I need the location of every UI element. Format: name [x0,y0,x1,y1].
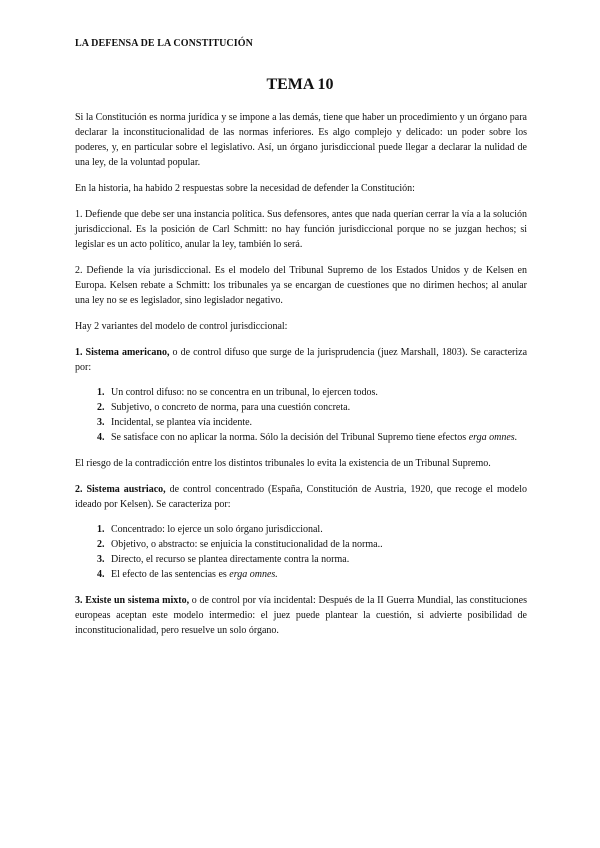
sistema-austriaco-text: de control concentrado (España, Constitución de Austria, 1920, que recoge el modelo ideado por Kelsen). Se caracteriza por: [75,484,527,510]
respuesta-1-paragraph: 1. Defiende que debe ser una instancia política. Sus defensores, antes que nada querían cerrar la vía a la solución jurisdiccional. Es la posición de Carl Schmitt: no hay función jurisdiccional porque no se juzgan hechos; si legislar es un acto político, anular la ley, también lo será. [75,209,527,250]
list-item: 2. Objetivo, o abstracto: se enjuicia la constitucionalidad de la norma.. [107,537,527,552]
document-header: LA DEFENSA DE LA CONSTITUCIÓN [75,38,253,49]
riesgo-paragraph: El riesgo de la contradicción entre los distintos tribunales lo evita la existencia de un Tribunal Supremo. [75,458,491,469]
sistema-mixto-paragraph [75,593,527,638]
americano-list [75,385,527,445]
intro-paragraph: Si la Constitución es norma jurídica y se impone a las demás, tiene que haber un procedimiento y un órgano para declarar la inconstitucionalidad de las normas inferiores. Es algo complejo y delicado: un poder sobre los poderes, y, en particular sobre el legislativo. Así, un órgano jurisdiccional puede llegar a declarar la nulidad de una ley, de la voluntad popular. [75,112,527,168]
erga-omnes-italic: erga omnes. [229,569,278,580]
sistema-americano-paragraph [75,345,527,375]
sistema-americano-label: 1. Sistema americano, [75,347,170,358]
erga-omnes-italic: erga omnes. [468,432,518,443]
list-item: 3. Incidental, se plantea vía incidente. [107,415,527,430]
sistema-austriaco-label: 2. Sistema austriaco, [75,484,166,495]
sistema-austriaco-paragraph [75,482,527,512]
list-item: 4. Se satisface con no aplicar la norma. Sólo la decisión del Tribunal Supremo tiene efectos erga omnes. [107,430,527,445]
respuesta-2-paragraph: 2. Defiende la vía jurisdiccional. Es el modelo del Tribunal Supremo de los Estados Unidos y de Kelsen en Europa. Kelsen rebate a Schmitt: los tribunales ya se encargan de cuestiones que no dirimen hechos; al anular una ley no se es legislador, sino legislador negativo. [75,265,527,306]
list-item: 2. Subjetivo, o concreto de norma, para una cuestión concreta. [107,400,527,415]
sistema-mixto-text: o de control por vía incidental: Después de la II Guerra Mundial, las constituciones europeas aceptan este modelo intermedio: el juez puede plantear la cuestión, si advierte posibilidad de inconstitucionalidad, pero resuelve un solo órgano. [75,595,527,636]
variantes-paragraph: Hay 2 variantes del modelo de control jurisdiccional: [75,321,288,332]
page-title: TEMA 10 [266,76,334,93]
list-item: 1. Un control difuso: no se concentra en un tribunal, lo ejercen todos. [107,385,527,400]
list-item: 1. Concentrado: lo ejerce un solo órgano jurisdiccional. [107,522,527,537]
list-item: 3. Directo, el recurso se plantea directamente contra la norma. [107,552,527,567]
austriaco-list [75,522,527,582]
list-item: 4. El efecto de las sentencias es erga omnes. [107,567,527,582]
document-body [75,110,527,638]
sistema-mixto-label: 3. Existe un sistema mixto, [75,595,190,606]
historia-paragraph: En la historia, ha habido 2 respuestas sobre la necesidad de defender la Constitución: [75,183,415,194]
sistema-americano-text: o de control difuso que surge de la jurisprudencia (juez Marshall, 1803). Se caracteriza por: [75,347,528,373]
